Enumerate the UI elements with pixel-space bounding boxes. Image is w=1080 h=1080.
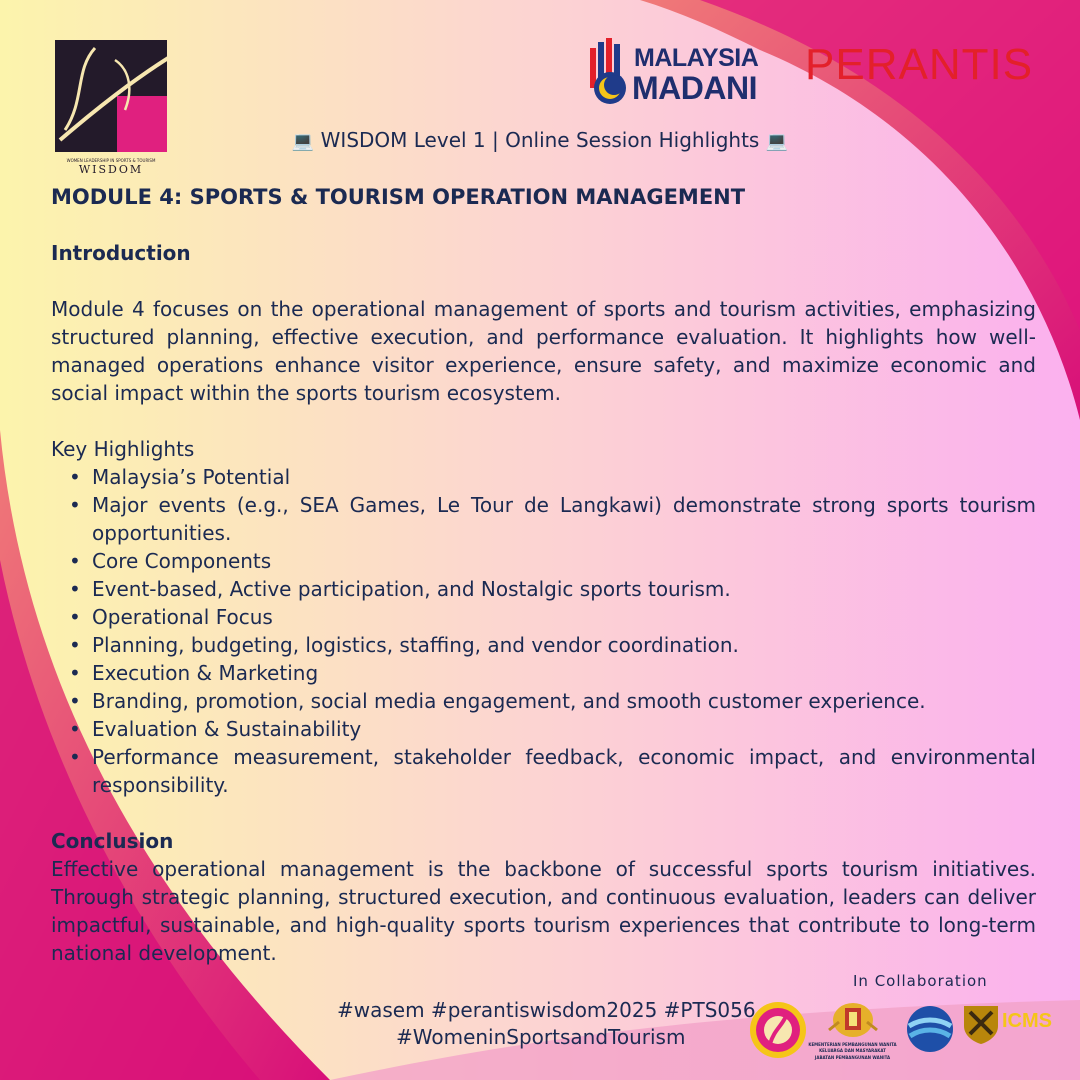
perantis-logo: PERANTIS (805, 40, 1034, 89)
blue-globe-logo-icon (904, 1004, 956, 1054)
madani-line2: MADANI (632, 70, 757, 106)
list-item: • Evaluation & Sustainability (69, 717, 362, 741)
list-item: • Event-based, Active participation, and Nostalgic sports tourism. (69, 577, 731, 601)
introduction-heading: Introduction (51, 241, 191, 265)
module-title: MODULE 4: SPORTS & TOURISM OPERATION MANAGEMENT (51, 185, 746, 209)
madani-emblem-icon (586, 38, 634, 104)
header-title: WISDOM Level 1 | Online Session Highlights (320, 128, 760, 152)
list-item: • Major events (e.g., SEA Games, Le Tour de Langkawi) demonstrate strong sports tourism opportunities. (69, 493, 1036, 545)
session-header (0, 126, 1080, 156)
laptop-icon: 💻 (765, 131, 789, 152)
list-item: • Branding, promotion, social media engagement, and smooth customer experience. (69, 689, 926, 713)
conclusion-heading: Conclusion (51, 829, 174, 853)
icms-label: ICMS (1002, 1010, 1052, 1032)
list-item: • Performance measurement, stakeholder feedback, economic impact, and environmental responsibility. (69, 745, 1036, 797)
malaysia-madani-logo (586, 38, 771, 104)
collab-label: In Collaboration (853, 972, 988, 990)
partner-logo-icms (962, 1004, 1062, 1050)
women-sports-logo-icon (748, 1000, 808, 1060)
ministry-line3: JABATAN PEMBANGUNAN WANITA (814, 1055, 891, 1060)
highlights-list (51, 463, 1036, 799)
ministry-line1: KEMENTERIAN PEMBANGUNAN WANITA (808, 1042, 897, 1047)
icms-shield-icon (962, 1004, 1000, 1044)
hashtags-line2: #WomeninSportsandTourism (396, 1025, 686, 1049)
list-item: • Execution & Marketing (69, 661, 319, 685)
partner-logo-women-sports (748, 1000, 808, 1060)
list-item: • Operational Focus (69, 605, 273, 629)
partner-logo-ministry (800, 1000, 905, 1072)
hashtags-line1: #wasem #perantiswisdom2025 #PTS056 (337, 998, 756, 1022)
wisdom-tagline: WOMEN LEADERSHIP IN SPORTS & TOURISM (66, 158, 156, 163)
partner-logo-globe (904, 1004, 956, 1054)
conclusion-body: Effective operational management is the backbone of successful sports tourism initiatives. Through strategic planning, structured execution, and continuous evaluation, leaders can deliver impactful, sustainable, and high-quality sports tourism experiences that contribute to long-term national development. (51, 857, 1036, 965)
laptop-icon: 💻 (291, 131, 315, 152)
list-item: • Core Components (69, 549, 272, 573)
ministry-line2: KELUARGA DAN MASYARAKAT (819, 1048, 886, 1053)
highlights-heading: Key Highlights (51, 437, 195, 461)
list-item: • Malaysia’s Potential (69, 465, 291, 489)
introduction-body: Module 4 focuses on the operational management of sports and tourism activities, emphasizing structured planning, effective execution, and performance evaluation. It highlights how well-managed operations enhance visitor experience, ensure safety, and maximize economic and social impact within the sports tourism ecosystem. (51, 297, 1036, 405)
wisdom-name: WISDOM (78, 163, 144, 176)
list-item: • Planning, budgeting, logistics, staffing, and vendor coordination. (69, 633, 739, 657)
madani-line1: MALAYSIA (634, 44, 759, 72)
ministry-crest-icon (825, 1000, 881, 1038)
